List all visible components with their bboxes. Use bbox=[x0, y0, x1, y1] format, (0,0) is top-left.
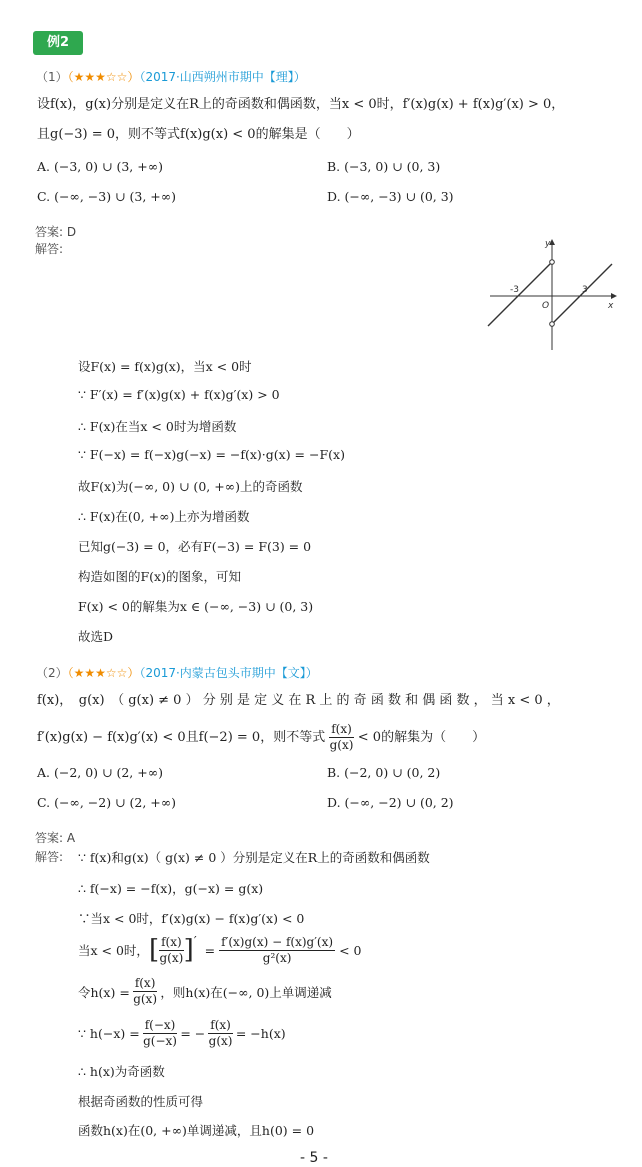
problem2-number: （2） bbox=[36, 666, 68, 680]
p2-solution-line-9: 函数h(x)在(0, +∞)单调递减，且h(0) = 0 bbox=[78, 1123, 315, 1138]
problem2-stem-line1: f(x)， g(x) （ g(x) ≠ 0 ） 分 别 是 定 义 在 R 上 的 奇 函 数 和 偶 函 数 ， 当 x < 0 ， bbox=[37, 693, 560, 708]
p2-sol4-frac-num: f(x) bbox=[161, 934, 182, 949]
p2-sol4-prime: ′ bbox=[193, 933, 197, 948]
problem2-stem-frac-den: g(x) bbox=[329, 738, 354, 752]
graph-tick-neg3: -3 bbox=[510, 285, 519, 295]
p1-solution-line-10: 故选D bbox=[78, 629, 114, 644]
p2-sol6-num2: f(x) bbox=[210, 1018, 231, 1032]
p2-sol5-num: f(x) bbox=[134, 976, 156, 990]
p2-sol4-fraction bbox=[159, 935, 184, 966]
p2-sol4-post: < 0 bbox=[339, 942, 362, 958]
p2-solution-line-2: ∴ f(−x) = −f(x)，g(−x) = g(x) bbox=[78, 881, 264, 896]
graph-left-branch bbox=[488, 262, 552, 326]
p2-solution-line-5 bbox=[78, 976, 332, 1007]
problem2-option-c: C. (−∞, −2) ∪ (2, +∞) bbox=[37, 795, 177, 810]
problem2-source: （2017·内蒙古包头市期中【文】） bbox=[139, 666, 318, 680]
p2-sol5-post: ，则h(x)在(−∞, 0)上单调递减 bbox=[160, 984, 332, 1000]
p1-solution-line-3: ∴ F(x)在当x < 0时为增函数 bbox=[78, 419, 237, 434]
p2-solution-line-1: ∵ f(x)和g(x)（ g(x) ≠ 0 ）分别是定义在R上的奇函数和偶函数 bbox=[78, 850, 430, 865]
problem1-answer: 答案: D bbox=[35, 225, 77, 239]
problem1-option-c: C. (−∞, −3) ∪ (3, +∞) bbox=[37, 189, 177, 204]
problem1-difficulty-stars: （★★★☆☆） bbox=[67, 70, 140, 84]
p2-sol4-frac-den: g(x) bbox=[159, 950, 184, 965]
graph-y-label: y bbox=[545, 239, 551, 249]
function-graph bbox=[482, 230, 622, 352]
problem2-solution-label: 解答: bbox=[35, 850, 64, 864]
graph-open-point-top bbox=[550, 260, 555, 265]
p2-sol5-fraction bbox=[133, 976, 158, 1007]
p2-sol5-pre: 令h(x) = bbox=[78, 984, 130, 1000]
problem2-stem-line2-post: < 0的解集为（ ） bbox=[357, 729, 486, 745]
example-tag: 例2 bbox=[33, 31, 83, 55]
problem2-stem-line2-pre: f′(x)g(x) − f(x)g′(x) < 0且f(−2) = 0，则不等式 bbox=[37, 729, 326, 745]
problem1-source: （2017·山西朔州市期中【理】） bbox=[139, 70, 306, 84]
p2-sol4-right-bracket: ] bbox=[183, 935, 194, 965]
problem2-option-b: B. (−2, 0) ∪ (0, 2) bbox=[327, 765, 441, 780]
problem2-meta bbox=[36, 664, 318, 681]
p2-sol4-pre: 当x < 0时， bbox=[78, 943, 149, 958]
problem2-answer: 答案: A bbox=[35, 831, 76, 845]
p2-sol6-den: g(−x) bbox=[143, 1034, 177, 1048]
p2-sol6-mid: = − bbox=[180, 1026, 206, 1041]
p1-solution-line-2: ∵ F′(x) = f′(x)g(x) + f(x)g′(x) > 0 bbox=[78, 387, 280, 402]
problem2-option-a: A. (−2, 0) ∪ (2, +∞) bbox=[37, 765, 164, 780]
graph-x-label: x bbox=[608, 301, 614, 311]
problem1-option-b: B. (−3, 0) ∪ (0, 3) bbox=[327, 159, 441, 174]
problem2-stem-line2 bbox=[37, 722, 485, 753]
p2-sol4-left-bracket: [ bbox=[148, 935, 160, 965]
problem2-option-d: D. (−∞, −2) ∪ (0, 2) bbox=[327, 795, 454, 810]
p2-solution-line-7: ∴ h(x)为奇函数 bbox=[78, 1064, 165, 1079]
p2-sol4-rhs-den: g²(x) bbox=[262, 950, 292, 965]
p2-sol5-den: g(x) bbox=[133, 992, 157, 1006]
p2-sol4-rhs-fraction bbox=[219, 935, 335, 966]
p2-solution-line-4 bbox=[78, 933, 361, 967]
p1-solution-line-9: F(x) < 0的解集为x ∈ (−∞, −3) ∪ (0, 3) bbox=[78, 599, 314, 614]
p2-sol6-fraction-2 bbox=[208, 1018, 233, 1049]
p1-solution-line-4: ∵ F(−x) = f(−x)g(−x) = −f(x)·g(x) = −F(x) bbox=[78, 447, 345, 462]
graph-origin-label: O bbox=[542, 301, 550, 311]
p1-solution-line-7: 已知g(−3) = 0，必有F(−3) = F(3) = 0 bbox=[78, 539, 312, 554]
p2-sol6-fraction-1 bbox=[143, 1018, 178, 1049]
graph-tick-3: 3 bbox=[582, 285, 588, 295]
p1-solution-line-1: 设F(x) = f(x)g(x)，当x < 0时 bbox=[78, 359, 252, 374]
problem1-option-d: D. (−∞, −3) ∪ (0, 3) bbox=[327, 189, 454, 204]
problem2-stem-fraction bbox=[329, 722, 354, 753]
p1-solution-line-6: ∴ F(x)在(0, +∞)上亦为增函数 bbox=[78, 509, 250, 524]
problem2-stem-frac-num: f(x) bbox=[331, 722, 352, 736]
problem1-stem-line1: 设f(x)，g(x)分别是定义在R上的奇函数和偶函数，当x < 0时，f′(x)g(x) + f(x)g′(x) > 0， bbox=[37, 97, 565, 112]
p1-solution-line-5: 故F(x)为(−∞, 0) ∪ (0, +∞)上的奇函数 bbox=[78, 479, 303, 494]
p2-solution-line-6 bbox=[78, 1018, 286, 1049]
p2-sol6-pre: ∵ h(−x) = bbox=[78, 1026, 140, 1041]
problem1-number: （1） bbox=[36, 70, 68, 84]
p2-sol4-rhs-num: f′(x)g(x) − f(x)g′(x) bbox=[221, 934, 334, 949]
p2-solution-line-3: ∵当x < 0时，f′(x)g(x) − f(x)g′(x) < 0 bbox=[78, 911, 305, 926]
p2-sol4-equals: = bbox=[204, 942, 216, 958]
p2-solution-line-8: 根据奇函数的性质可得 bbox=[78, 1094, 204, 1109]
problem1-meta bbox=[36, 68, 306, 85]
problem1-option-a: A. (−3, 0) ∪ (3, +∞) bbox=[37, 159, 164, 174]
p1-solution-line-8: 构造如图的F(x)的图象，可知 bbox=[78, 569, 241, 584]
p2-sol6-den2: g(x) bbox=[208, 1034, 233, 1048]
problem2-difficulty-stars: （★★★☆☆） bbox=[67, 666, 140, 680]
graph-open-point-bottom bbox=[550, 322, 555, 327]
problem1-stem-line2: 且g(−3) = 0，则不等式f(x)g(x) < 0的解集是（ ） bbox=[37, 127, 360, 142]
problem1-solution-label: 解答: bbox=[35, 242, 64, 256]
page-number: - 5 - bbox=[300, 1150, 328, 1166]
p2-sol6-post: = −h(x) bbox=[235, 1026, 286, 1041]
p2-sol6-num: f(−x) bbox=[144, 1018, 176, 1032]
